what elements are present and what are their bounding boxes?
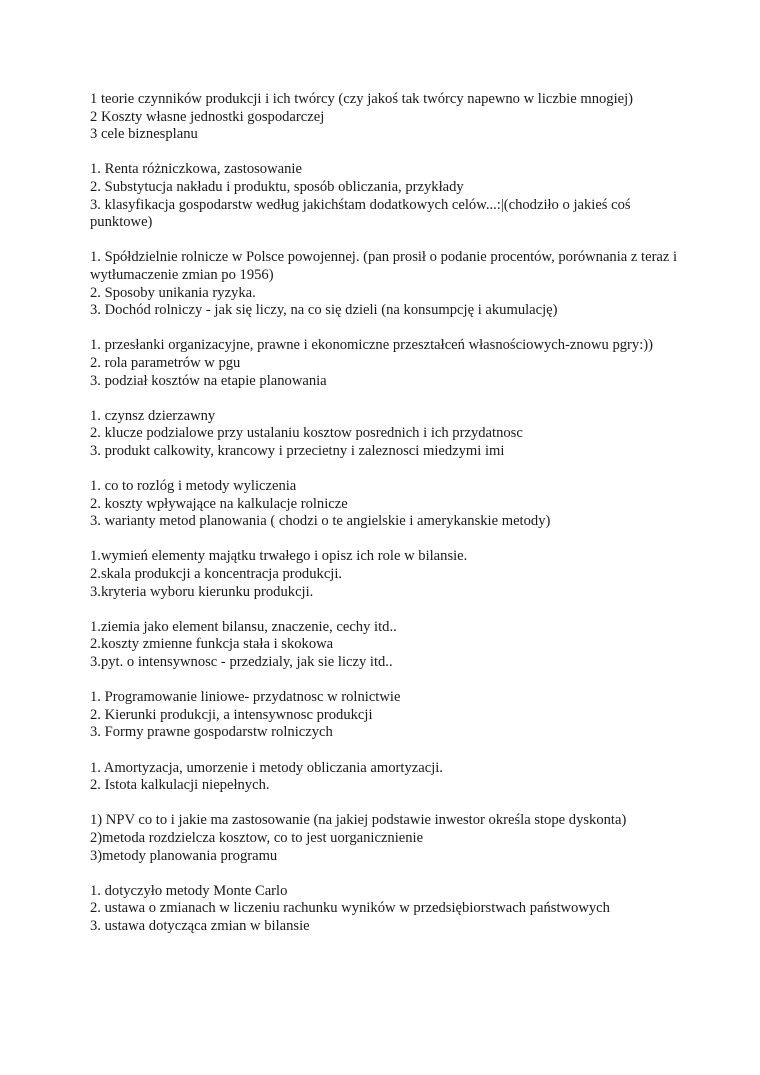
question-line: 2. Sposoby unikania ryzyka. (90, 284, 256, 301)
question-line: 2)metoda rozdzielcza kosztow, co to jest uorganicznienie (90, 829, 424, 846)
question-line: 3.kryteria wyboru kierunku produkcji. (90, 583, 314, 600)
question-line: 2.koszty zmienne funkcja stała i skokowa (90, 636, 334, 653)
question-line: 1. Amortyzacja, umorzenie i metody obliczania amortyzacji. (90, 759, 443, 776)
question-set-12 (90, 883, 680, 936)
question-set-6 (90, 478, 680, 531)
question-line: 2. Istota kalkulacji niepełnych. (90, 777, 270, 794)
question-line: 3. produkt calkowity, krancowy i przecietny i zaleznosci miedzymi imi (90, 442, 505, 459)
question-set-9 (90, 689, 680, 742)
question-line: 3. klasyfikacja gospodarstw według jakichśtam dodatkowych celów...:|(chodziło o jakieś coś punktowe) (90, 196, 631, 231)
question-line: 3)metody planowania programu (90, 847, 278, 864)
question-line: 1. przesłanki organizacyjne, prawne i ekonomiczne przeształceń własnościowych-znowu pgry:)) (90, 337, 653, 354)
question-set-8 (90, 619, 680, 672)
question-line: 3 cele biznesplanu (90, 126, 198, 143)
question-line: 2. klucze podzialowe przy ustalaniu kosztow posrednich i ich przydatnosc (90, 425, 523, 442)
question-line: 1. co to rozlóg i metody wyliczenia (90, 478, 297, 495)
question-line: 3. ustawa dotycząca zmian w bilansie (90, 917, 310, 934)
question-line: 1. dotyczyło metody Monte Carlo (90, 882, 288, 899)
question-line: 1. czynsz dzierzawny (90, 407, 216, 424)
question-line: 1.ziemia jako element bilansu, znaczenie, cechy itd.. (90, 618, 397, 635)
question-line: 1. Programowanie liniowe- przydatnosc w rolnictwie (90, 689, 401, 706)
question-line: 2 Koszty własne jednostki gospodarczej (90, 108, 325, 125)
question-set-7 (90, 548, 680, 601)
question-set-11 (90, 812, 680, 865)
question-line: 2. rola parametrów w pgu (90, 354, 241, 371)
question-line: 1 teorie czynników produkcji i ich twórcy (czy jakoś tak twórcy napewno w liczbie mnogiej) (90, 91, 634, 107)
question-line: 1) NPV co to i jakie ma zastosowanie (na jakiej podstawie inwestor określa stope dyskonta) (90, 812, 627, 829)
question-line: 2. koszty wpływające na kalkulacje rolnicze (90, 495, 348, 512)
question-set-10 (90, 760, 680, 795)
question-set-4 (90, 337, 680, 390)
question-set-2 (90, 161, 680, 231)
question-line: 3. warianty metod planowania ( chodzi o te angielskie i amerykanskie metody) (90, 513, 551, 530)
document-page (90, 91, 680, 953)
question-set-5 (90, 408, 680, 461)
question-line: 1. Spółdzielnie rolnicze w Polsce powojennej. (pan prosił o podanie procentów, porównania z teraz i wytłumaczenie zmian po 1956) (90, 249, 678, 283)
question-line: 3. podział kosztów na etapie planowania (90, 372, 327, 389)
question-line: 3.pyt. o intensywnosc - przedzialy, jak sie liczy itd.. (90, 654, 393, 670)
question-line: 1.wymień elementy majątku trwałego i opisz ich role w bilansie. (90, 548, 468, 565)
question-line: 1. Renta różniczkowa, zastosowanie (90, 161, 302, 178)
question-set-1 (90, 91, 680, 144)
question-line: 2. Substytucja nakładu i produktu, sposób obliczania, przykłady (90, 178, 464, 195)
question-line: 3. Formy prawne gospodarstw rolniczych (90, 724, 333, 741)
question-set-3 (90, 249, 680, 319)
question-line: 2.skala produkcji a koncentracja produkcji. (90, 566, 343, 583)
question-line: 2. Kierunki produkcji, a intensywnosc produkcji (90, 706, 373, 723)
question-line: 3. Dochód rolniczy - jak się liczy, na co się dzieli (na konsumpcję i akumulację) (90, 302, 558, 319)
question-line: 2. ustawa o zmianach w liczeniu rachunku wyników w przedsiębiorstwach państwowych (90, 900, 610, 917)
